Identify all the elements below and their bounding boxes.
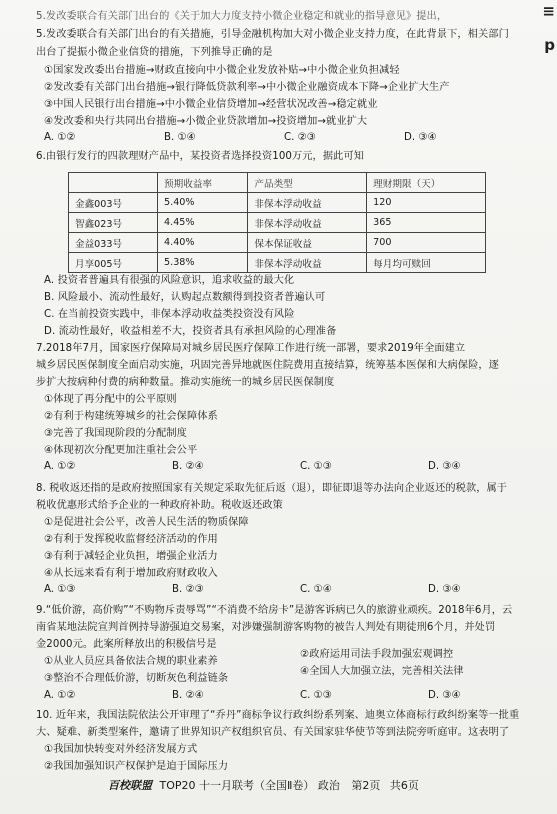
q9-option-b[interactable]: B. ②④ — [172, 690, 204, 701]
q7-item: ③完善了我国现阶段的分配制度 — [44, 428, 187, 439]
q7-stem-line: 步扩大按病种付费的病种数量。推动实施统一的城乡居民医保制度 — [36, 377, 335, 388]
q9-option-c[interactable]: C. ①③ — [300, 690, 332, 701]
table-row — [69, 253, 486, 273]
q7-option-d[interactable]: D. ③④ — [428, 461, 461, 472]
table-cell: 非保本浮动收益 — [248, 193, 367, 213]
q5-intro-line: 5.发改委联合有关部门出台的《关于加大力度支持小微企业稳定和就业的指导意见》提出， — [36, 11, 448, 22]
q7-stem-line: 7.2018年7月，国家医疗保障局对城乡居民医疗保障工作进行统一部署，要求2019年全面建立 — [36, 343, 466, 354]
table-cell: 120 — [367, 193, 486, 213]
q8-options — [44, 584, 461, 595]
q9-option-d[interactable]: D. ③④ — [428, 690, 461, 701]
table-cell: 金鑫003号 — [69, 193, 158, 213]
q6-option-b[interactable]: B. 风险最小、流动性最好，认购起点数额得到投资者普遍认可 — [44, 292, 326, 303]
q5-option-b[interactable]: B. ①④ — [164, 132, 196, 143]
margin-mark: p — [544, 36, 555, 54]
q5-intro-line: 5.发改委联合有关部门出台的有关措施，引导金融机构加大对小微企业支持力度，在此背景下，相关部门 — [36, 29, 509, 40]
page-total: 共6页 — [389, 779, 419, 792]
q6-option-c[interactable]: C. 在当前投资实践中，非保本浮动收益类投资没有风险 — [44, 309, 295, 320]
table-header-cell: 产品类型 — [248, 173, 367, 193]
exam-title: TOP20 十一月联考（全国Ⅱ卷） 政治 — [159, 779, 340, 792]
table-header-row — [69, 173, 486, 193]
q5-item: ③中国人民银行出台措施→中小微企业信贷增加→经营状况改善→稳定就业 — [44, 99, 378, 110]
table-cell: 非保本浮动收益 — [248, 213, 367, 233]
q5-intro-line: 出台了提振小微企业信贷的措施，下列推导正确的是 — [36, 47, 273, 58]
q7-stem-line: 城乡居民医保制度全面启动实施，巩固完善异地就医住院费用直接结算，统筹基本医保和大病保险，逐 — [36, 360, 499, 371]
table-cell: 非保本浮动收益 — [248, 253, 367, 273]
q7-options — [44, 461, 461, 472]
q10-item: ②我国加强知识产权保护是迫于国际压力 — [44, 761, 229, 772]
q6-option-a[interactable]: A. 投资者普遍具有很强的风险意识，追求收益的最大化 — [44, 275, 295, 286]
q9-item: ①从业人员应具备依法合规的职业素养 — [44, 656, 218, 667]
q5-options — [44, 132, 437, 143]
table-cell: 5.40% — [158, 193, 248, 213]
q7-option-a[interactable]: A. ①② — [44, 461, 76, 472]
brand-logo: 百校联盟 — [108, 779, 152, 792]
q6-stem: 6.由银行发行的四款理财产品中，某投资者选择投资100万元，据此可知 — [36, 151, 364, 162]
q8-stem-line: 税收优惠形式给予企业的一种政府补助。税收返还政策 — [36, 500, 283, 511]
table-cell: 金益033号 — [69, 233, 158, 253]
q7-option-c[interactable]: C. ①③ — [300, 461, 332, 472]
q10-item: ①我国加快转变对外经济发展方式 — [44, 744, 198, 755]
q7-item: ①体现了再分配中的公平原则 — [44, 394, 177, 405]
table-cell: 每月均可赎回 — [367, 253, 486, 273]
q9-stem-line: 金2000元。此案所释放出的积极信号是 — [36, 639, 217, 650]
q8-option-c[interactable]: C. ①④ — [300, 584, 332, 595]
page-number: 第2页 — [351, 779, 381, 792]
q8-option-a[interactable]: A. ①③ — [44, 584, 76, 595]
q9-options — [44, 690, 461, 701]
table-header-cell — [69, 173, 158, 193]
q9-stem-line: 南省某地法院宣判首例持导游强迫交易案，对涉嫌强制游客购物的被告人判处有期徒刑6个月，并处罚 — [36, 622, 496, 633]
q8-stem-line: 8. 税收返还指的是政府按照国家有关规定采取先征后返（退），即征即退等办法向企业返还的税款，属于 — [36, 483, 508, 494]
q8-item: ②有利于发挥税收监督经济活动的作用 — [44, 534, 218, 545]
q7-item: ④体现初次分配更加注重社会公平 — [44, 445, 198, 456]
q8-item: ④从长远来看有利于增加政府财政收入 — [44, 568, 218, 579]
q10-stem-line: 10. 近年来，我国法院依法公开审理了“乔丹”商标争议行政纠纷系列案、迪奥立体商标行政纠纷案等一批重 — [36, 710, 520, 721]
q7-option-b[interactable]: B. ②④ — [172, 461, 204, 472]
table-cell: 4.45% — [158, 213, 248, 233]
table-cell: 4.40% — [158, 233, 248, 253]
q5-option-d[interactable]: D. ③④ — [404, 132, 437, 143]
margin-mark: ≡ — [542, 2, 555, 20]
q6-option-d[interactable]: D. 流动性最好，收益相差不大，投资者具有承担风险的心理准备 — [44, 326, 337, 337]
q7-item: ②有利于构建统筹城乡的社会保障体系 — [44, 411, 218, 422]
table-header-cell: 理财期限（天） — [367, 173, 486, 193]
q5-item: ④发改委和央行共同出台措施→小微企业贷款增加→投资增加→就业扩大 — [44, 116, 368, 127]
table-cell: 保本保证收益 — [248, 233, 367, 253]
q5-option-a[interactable]: A. ①② — [44, 132, 76, 143]
product-table — [68, 172, 486, 273]
table-cell: 365 — [367, 213, 486, 233]
table-row — [69, 213, 486, 233]
table-cell: 月享005号 — [69, 253, 158, 273]
table-cell: 700 — [367, 233, 486, 253]
table-cell: 智鑫023号 — [69, 213, 158, 233]
table-row — [69, 233, 486, 253]
q9-item: ②政府运用司法手段加强宏观调控 — [300, 649, 454, 660]
q9-item: ④全国人大加强立法，完善相关法律 — [300, 666, 464, 677]
page-footer — [108, 777, 419, 793]
q5-option-c[interactable]: C. ②③ — [284, 132, 316, 143]
q8-option-d[interactable]: D. ③④ — [428, 584, 461, 595]
q8-option-b[interactable]: B. ②③ — [172, 584, 204, 595]
q9-stem-line: 9.“低价游，高价购”“不购物斥责辱骂”“不消费不给房卡”是游客诉病已久的旅游业顽疾。2018年6月，云 — [36, 605, 513, 616]
q5-item: ②发改委有关部门出台措施→银行降低贷款利率→中小微企业融资成本下降→企业扩大生产 — [44, 82, 450, 93]
q9-option-a[interactable]: A. ①② — [44, 690, 76, 701]
table-cell: 5.38% — [158, 253, 248, 273]
q5-item: ①国家发改委出台措施→财政直接向中小微企业发放补贴→中小微企业负担减轻 — [44, 65, 400, 76]
q8-item: ③有利于减轻企业负担，增强企业活力 — [44, 551, 218, 562]
q10-stem-line: 大、疑难、新类型案件，邀请了世界知识产权组织官员、有关国家驻华使节等到法院旁听庭审。这表明了 — [36, 727, 510, 738]
q8-item: ①是促进社会公平，改善人民生活的物质保障 — [44, 517, 249, 528]
table-header-cell: 预期收益率 — [158, 173, 248, 193]
table-row — [69, 193, 486, 213]
q9-item: ③整治不合理低价游，切断灰色利益链条 — [44, 673, 229, 684]
